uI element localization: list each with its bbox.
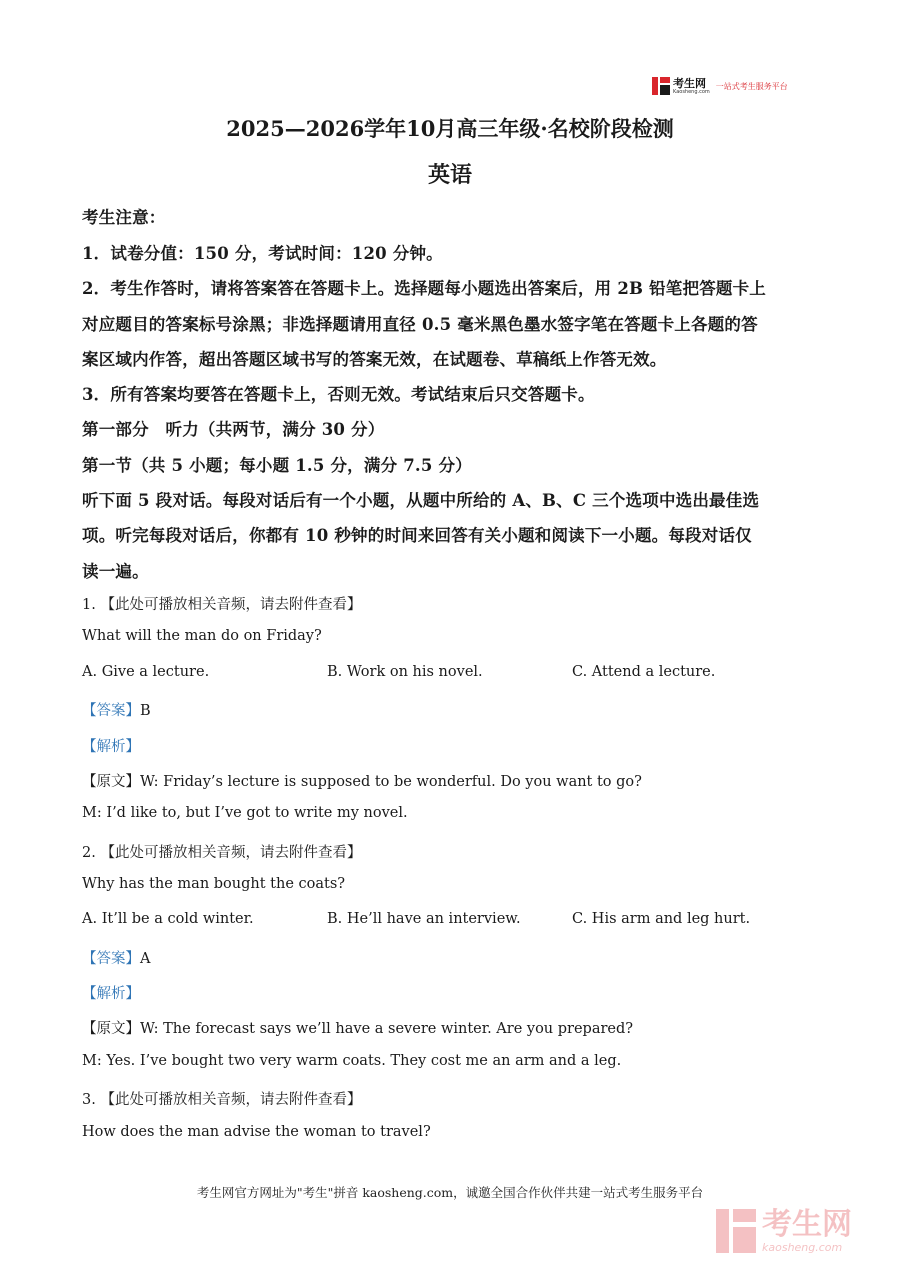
q2-option-a: A. It’ll be a cold winter. — [82, 911, 254, 927]
logo-cn: 考生网 — [673, 76, 706, 90]
q1-answer — [82, 699, 822, 720]
q2-audio-note: 2. 【此处可播放相关音频，请去附件查看】 — [82, 845, 362, 861]
q1-transcript-text-1: W: Friday’s lecture is supposed to be wonderful. Do you want to go? — [140, 774, 642, 790]
subject-title: 英语 — [427, 162, 472, 188]
q2-answer-value: A — [140, 951, 151, 967]
q2-option-b: B. He’ll have an interview. — [327, 911, 521, 927]
q1-transcript-line-1 — [82, 770, 822, 791]
section-1-heading: 第一节（共 5 小题；每小题 1.5 分，满分 7.5 分） — [82, 456, 472, 475]
watermark-cn: 考生网 — [762, 1206, 852, 1242]
logo-en: Kaosheng.com — [673, 88, 710, 95]
q1-option-a: A. Give a lecture. — [82, 664, 210, 680]
instructions-line-2: 项。听完每段对话后，你都有 10 秒钟的时间来回答有关小题和阅读下一小题。每段对话仅 — [82, 526, 752, 545]
kaosheng-logo-icon — [652, 77, 670, 95]
page-footer: 考生网官方网址为"考生"拼音 kaosheng.com，诚邀全国合作伙伴共建一站式考生服务平台 — [196, 1185, 704, 1200]
notice-item-2-line-2: 对应题目的答案标号涂黑；非选择题请用直径 0.5 毫米黑色墨水签字笔在答题卡上各题的答 — [82, 315, 758, 334]
q3-question: How does the man advise the woman to travel? — [82, 1124, 431, 1140]
instructions-line-3: 读一遍。 — [82, 562, 149, 581]
q2-option-c: C. His arm and leg hurt. — [572, 911, 751, 927]
q1-option-c: C. Attend a lecture. — [572, 664, 716, 680]
part-1-heading: 第一部分 听力（共两节，满分 30 分） — [82, 420, 385, 439]
q2-question: Why has the man bought the coats? — [82, 876, 346, 892]
q1-option-b: B. Work on his novel. — [327, 664, 483, 680]
q1-transcript-label: 【原文】 — [82, 774, 140, 790]
instructions-line-1: 听下面 5 段对话。每段对话后有一个小题，从题中所给的 A、B、C 三个选项中选出最佳选 — [82, 491, 760, 510]
logo-slogan: 一站式考生服务平台 — [715, 81, 788, 91]
q1-analysis-label: 【解析】 — [82, 739, 140, 755]
kaosheng-watermark-icon — [716, 1209, 756, 1253]
notice-item-3: 3．所有答案均要答在答题卡上，否则无效。考试结束后只交答题卡。 — [82, 385, 595, 404]
document-title: 2025—2026学年10月高三年级·名校阶段检测 — [226, 116, 674, 141]
q1-audio-note: 1. 【此处可播放相关音频，请去附件查看】 — [82, 597, 362, 613]
q2-answer-label: 【答案】 — [82, 951, 140, 967]
notice-item-2-line-3: 案区域内作答，超出答题区域书写的答案无效，在试题卷、草稿纸上作答无效。 — [82, 350, 667, 369]
q2-transcript-text-1: W: The forecast says we’ll have a severe winter. Are you prepared? — [140, 1021, 634, 1037]
q2-transcript-line-1 — [82, 1017, 822, 1038]
q2-analysis-label: 【解析】 — [82, 986, 140, 1002]
q3-audio-note: 3. 【此处可播放相关音频，请去附件查看】 — [82, 1092, 362, 1108]
header-logo — [652, 73, 822, 99]
watermark-logo — [716, 1207, 886, 1255]
logo-name — [673, 78, 710, 95]
watermark-text — [762, 1206, 852, 1254]
q1-answer-label: 【答案】 — [82, 703, 140, 719]
q2-transcript-label: 【原文】 — [82, 1021, 140, 1037]
q2-answer — [82, 947, 822, 968]
notice-item-2-line-1: 2．考生作答时，请将答案答在答题卡上。选择题每小题选出答案后，用 2B 铅笔把答题卡上 — [82, 279, 766, 298]
notice-heading: 考生注意： — [82, 208, 166, 227]
notice-item-1: 1．试卷分值：150 分，考试时间：120 分钟。 — [82, 244, 443, 263]
q2-transcript-line-2: M: Yes. I’ve bought two very warm coats. They cost me an arm and a leg. — [82, 1053, 622, 1069]
watermark-en: kaosheng.com — [762, 1240, 843, 1254]
q1-transcript-line-2: M: I’d like to, but I’ve got to write my novel. — [82, 805, 408, 821]
q1-answer-value: B — [140, 703, 151, 719]
q1-question: What will the man do on Friday? — [82, 628, 322, 644]
